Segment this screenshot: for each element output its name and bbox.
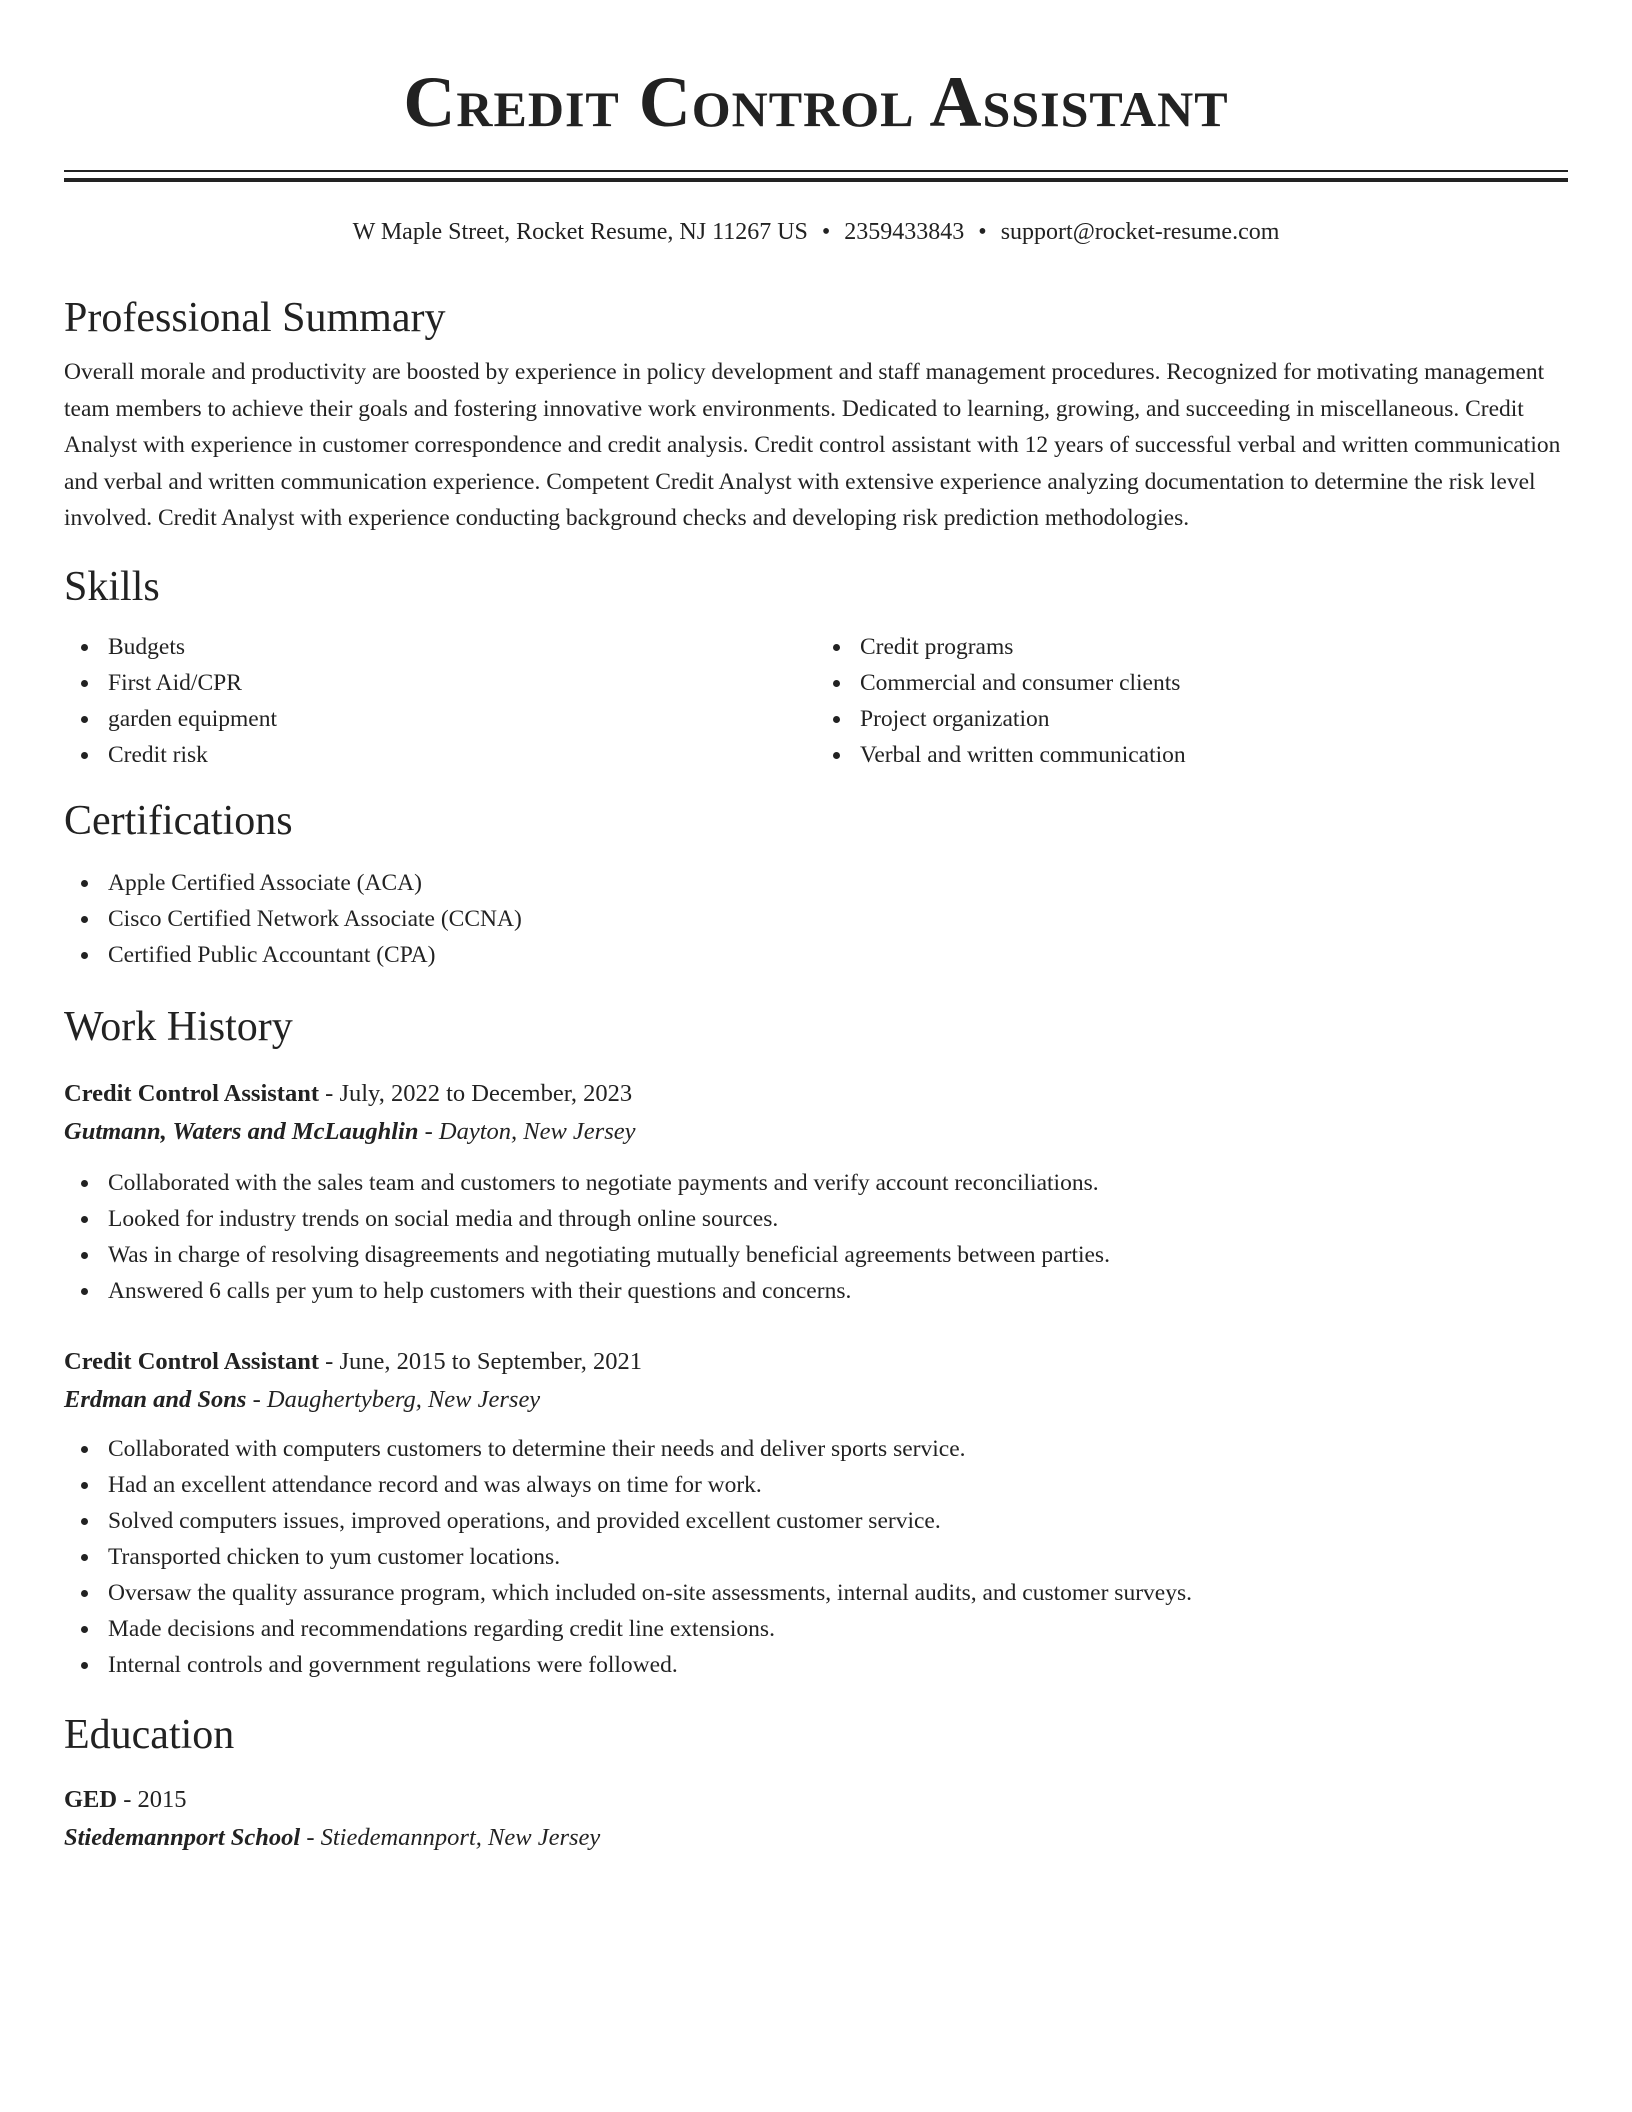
education-school-line bbox=[64, 1819, 1568, 1857]
job-employer-line bbox=[64, 1113, 1568, 1151]
contact-email: support@rocket-resume.com bbox=[1000, 219, 1280, 245]
contact-address: W Maple Street, Rocket Resume, NJ 11267 US bbox=[352, 219, 808, 245]
education-header bbox=[64, 1781, 1568, 1819]
education-degree: GED bbox=[64, 1785, 118, 1813]
skills-columns bbox=[64, 629, 1568, 773]
job-location: Daughertyberg, New Jersey bbox=[266, 1385, 541, 1413]
certifications-list bbox=[64, 865, 1568, 973]
resume-name: Credit Control Assistant bbox=[403, 62, 1229, 142]
job-dash: - bbox=[319, 1347, 340, 1375]
contact-separator: • bbox=[821, 219, 831, 245]
skill-item: Verbal and written communication bbox=[860, 737, 1568, 773]
work-history-heading: Work History bbox=[64, 1003, 293, 1050]
job-bullet: Made decisions and recommendations regarding credit line extensions. bbox=[108, 1611, 1568, 1647]
education-dash: - bbox=[300, 1823, 321, 1851]
job-company: Erdman and Sons bbox=[64, 1385, 247, 1413]
skill-item: garden equipment bbox=[108, 701, 816, 737]
skills-list-right bbox=[816, 629, 1568, 773]
education-location: Stiedemannport, New Jersey bbox=[320, 1823, 601, 1851]
certification-item: Apple Certified Associate (ACA) bbox=[108, 865, 1568, 901]
contact-phone: 2359433843 bbox=[844, 219, 965, 245]
contact-separator: • bbox=[978, 219, 987, 245]
skill-item: Credit programs bbox=[860, 629, 1568, 665]
job-bullet: Was in charge of resolving disagreements and negotiating mutually beneficial agreements between parties. bbox=[108, 1237, 1568, 1273]
job-title: Credit Control Assistant bbox=[64, 1079, 320, 1107]
job-entry bbox=[64, 1343, 1568, 1683]
job-company: Gutmann, Waters and McLaughlin bbox=[64, 1117, 419, 1145]
job-location: Dayton, New Jersey bbox=[438, 1117, 636, 1145]
job-bullets bbox=[64, 1431, 1568, 1683]
skill-item: First Aid/CPR bbox=[108, 665, 816, 701]
certification-item: Certified Public Accountant (CPA) bbox=[108, 937, 1568, 973]
job-bullet: Collaborated with the sales team and customers to negotiate payments and verify account reconciliations. bbox=[108, 1165, 1568, 1201]
header-divider-thin bbox=[64, 170, 1568, 172]
job-bullet: Solved computers issues, improved operations, and provided excellent customer service. bbox=[108, 1503, 1568, 1539]
job-bullet: Oversaw the quality assurance program, which included on-site assessments, internal audits, and customer surveys. bbox=[108, 1575, 1568, 1611]
job-dash: - bbox=[246, 1385, 267, 1413]
header-divider-thick bbox=[64, 178, 1568, 182]
summary-text: Overall morale and productivity are boosted by experience in policy development and staff management procedures. Recognized for motivating management team members to achieve their goals and fostering innovative work environments. Dedicated to learning, growing, and succeeding in miscellaneous. Credit Analyst with experience in customer correspondence and credit analysis. Credit control assistant with 12 years of successful verbal and written communication and verbal and written communication experience. Competent Credit Analyst with extensive experience analyzing documentation to determine the risk level involved. Credit Analyst with experience conducting background checks and developing risk prediction methodologies. bbox=[64, 359, 1561, 531]
job-dash: - bbox=[319, 1079, 340, 1107]
skill-item: Budgets bbox=[108, 629, 816, 665]
skill-item: Project organization bbox=[860, 701, 1568, 737]
job-dates: June, 2015 to September, 2021 bbox=[339, 1347, 642, 1375]
job-bullet: Transported chicken to yum customer locations. bbox=[108, 1539, 1568, 1575]
job-bullets bbox=[64, 1165, 1568, 1309]
job-title: Credit Control Assistant bbox=[64, 1347, 320, 1375]
job-bullet: Internal controls and government regulations were followed. bbox=[108, 1647, 1568, 1683]
skill-item: Commercial and consumer clients bbox=[860, 665, 1568, 701]
job-header bbox=[64, 1343, 1568, 1381]
job-bullet: Answered 6 calls per yum to help customers with their questions and concerns. bbox=[108, 1273, 1568, 1309]
job-dash: - bbox=[418, 1117, 439, 1145]
job-employer-line bbox=[64, 1381, 1568, 1419]
job-bullet: Looked for industry trends on social media and through online sources. bbox=[108, 1201, 1568, 1237]
job-header bbox=[64, 1075, 1568, 1113]
skill-item: Credit risk bbox=[108, 737, 816, 773]
certification-item: Cisco Certified Network Associate (CCNA) bbox=[108, 901, 1568, 937]
job-dates: July, 2022 to December, 2023 bbox=[339, 1079, 633, 1107]
job-entry bbox=[64, 1075, 1568, 1309]
job-bullet: Collaborated with computers customers to determine their needs and deliver sports service. bbox=[108, 1431, 1568, 1467]
education-entry bbox=[64, 1781, 1568, 1857]
education-school: Stiedemannport School bbox=[64, 1823, 301, 1851]
job-bullet: Had an excellent attendance record and was always on time for work. bbox=[108, 1467, 1568, 1503]
skills-heading: Skills bbox=[64, 563, 160, 610]
education-dash: - bbox=[117, 1785, 138, 1813]
summary-heading: Professional Summary bbox=[64, 295, 446, 341]
certifications-heading: Certifications bbox=[64, 797, 293, 844]
education-heading: Education bbox=[64, 1711, 235, 1758]
contact-line bbox=[64, 216, 1568, 248]
skills-list-left bbox=[64, 629, 816, 773]
education-year: 2015 bbox=[137, 1785, 187, 1813]
